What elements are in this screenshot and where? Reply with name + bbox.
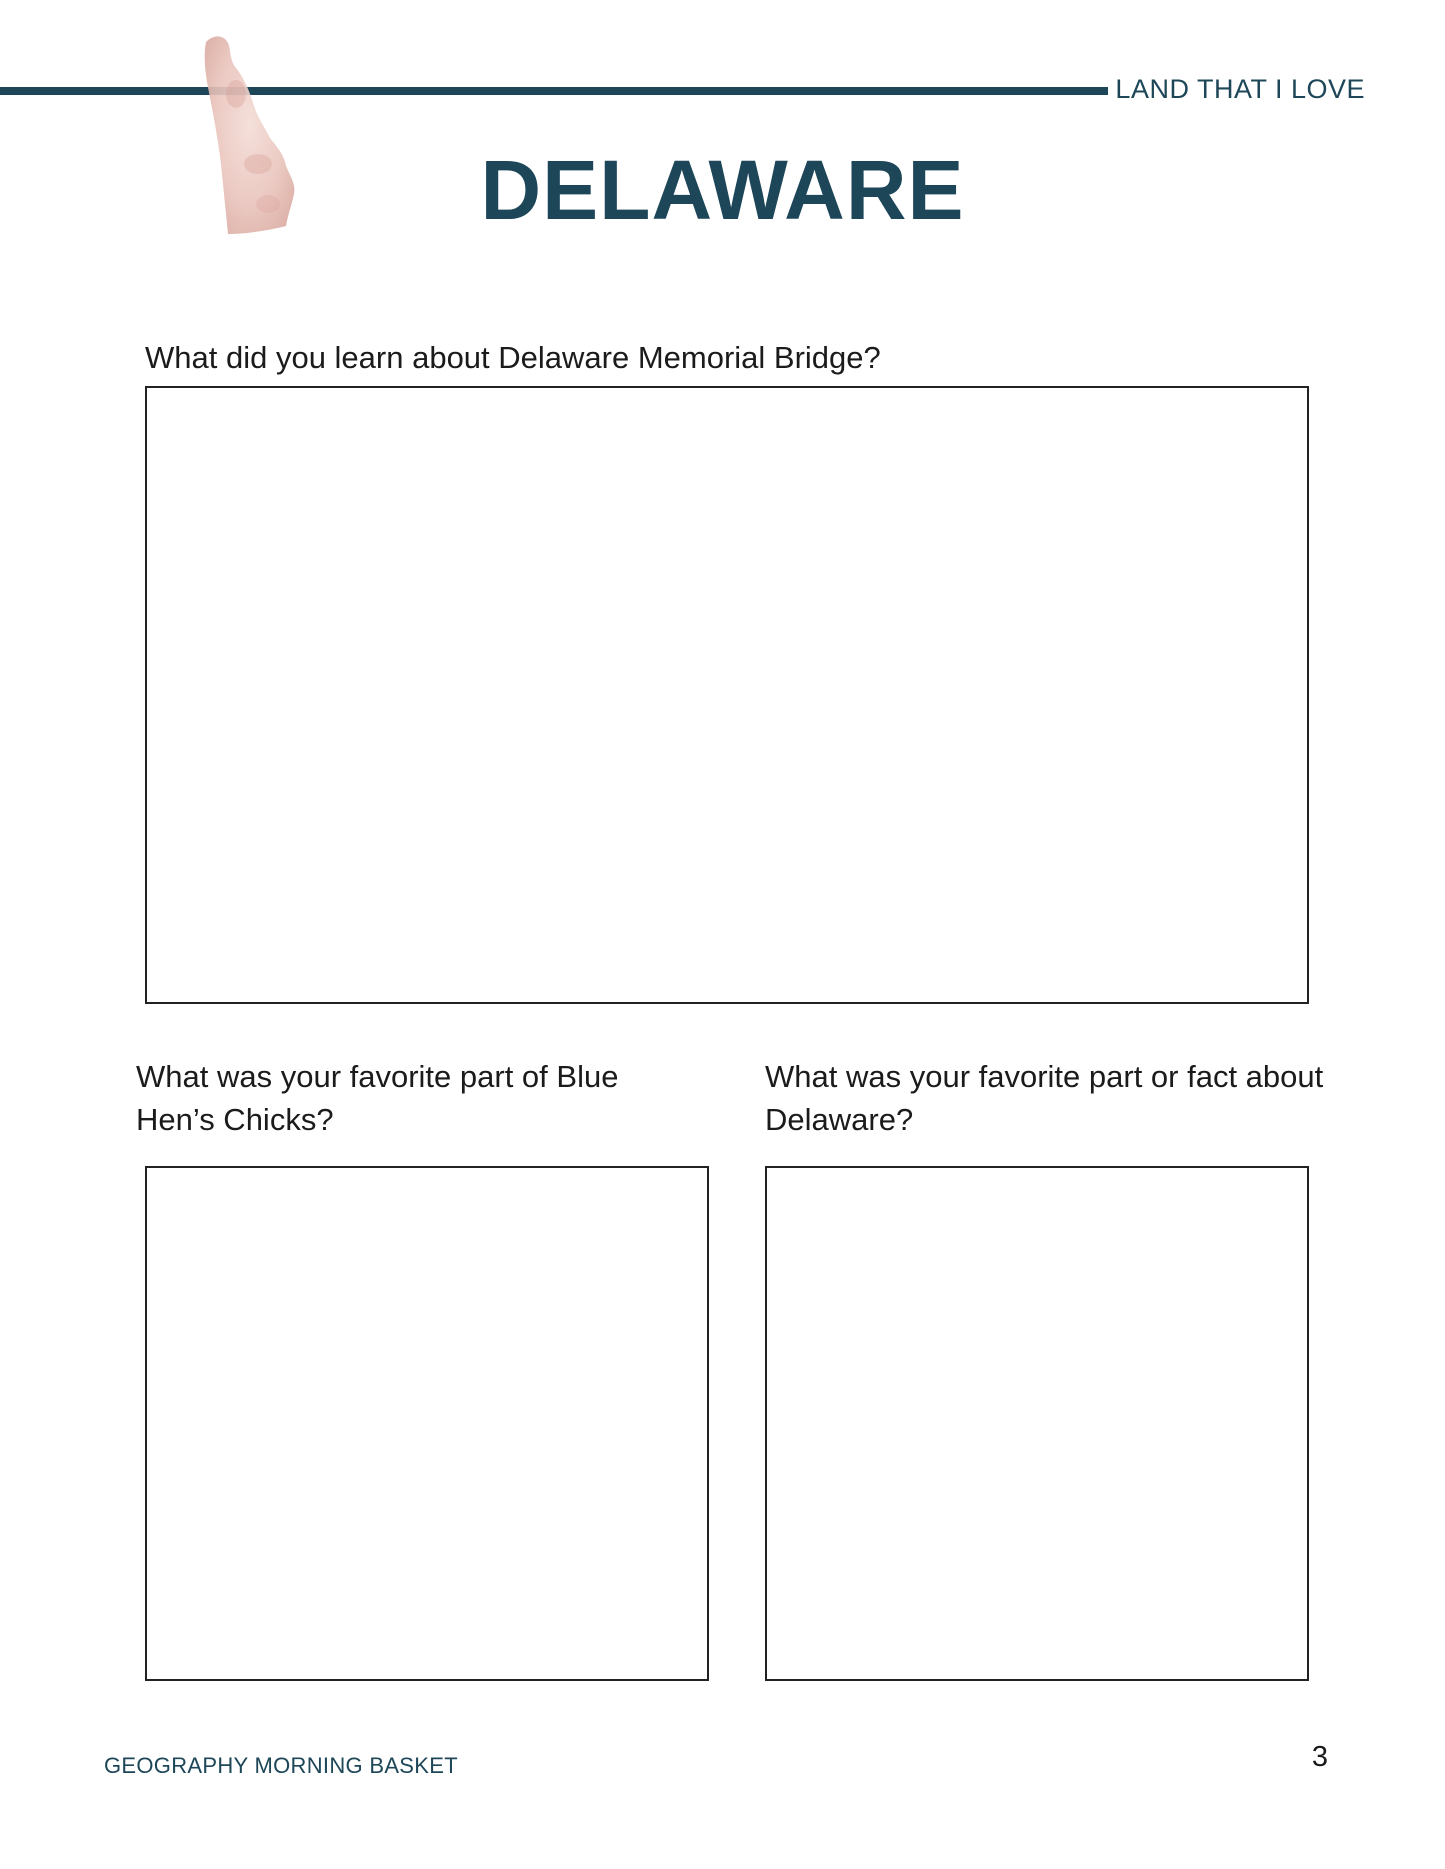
answer-box-favorite-fact[interactable] [765, 1166, 1309, 1681]
header-rule [0, 87, 1108, 95]
answer-box-blue-hens-chicks[interactable] [145, 1166, 709, 1681]
page-number: 3 [1311, 1741, 1328, 1773]
header-tag: LAND THAT I LOVE [1115, 74, 1365, 104]
page-title: DELAWARE [480, 143, 965, 237]
answer-box-memorial-bridge[interactable] [145, 386, 1309, 1004]
question-blue-hens-chicks: What was your favorite part of Blue Hen’s Chicks? [136, 1059, 619, 1137]
question-favorite-fact: What was your favorite part or fact about Delaware? [765, 1059, 1324, 1137]
footer-label: GEOGRAPHY MORNING BASKET [104, 1753, 458, 1778]
question-memorial-bridge: What did you learn about Delaware Memorial Bridge? [145, 340, 881, 375]
